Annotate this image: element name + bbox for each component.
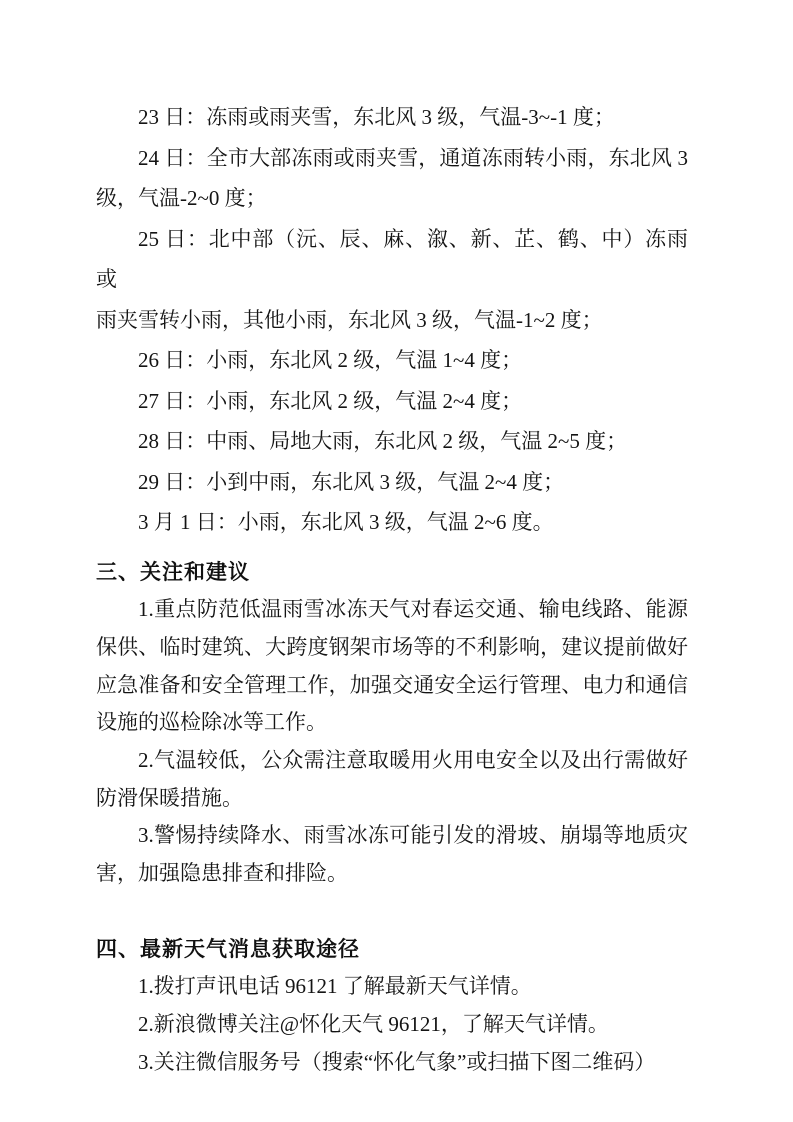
advisory-section bbox=[96, 591, 688, 893]
channels-section bbox=[96, 968, 688, 1081]
advisory-line: 3.警惕持续降水、雨雪冰冻可能引发的滑坡、崩塌等地质灾 bbox=[138, 823, 688, 848]
forecast-line: 24 日：全市大部冻雨或雨夹雪，通道冻雨转小雨，东北风 3 bbox=[138, 145, 688, 170]
advisory-line: 害，加强隐患排查和排险。 bbox=[96, 861, 348, 886]
forecast-line: 26 日：小雨，东北风 2 级，气温 1~4 度； bbox=[138, 348, 523, 372]
channel-line: 2.新浪微博关注@怀化天气 96121，了解天气详情。 bbox=[138, 1011, 609, 1036]
advisory-line: 防滑保暖措施。 bbox=[96, 785, 243, 810]
forecast-section bbox=[96, 97, 688, 543]
advisory-heading: 三、关注和建议 bbox=[96, 560, 250, 584]
forecast-line: 28 日：中雨、局地大雨，东北风 2 级，气温 2~5 度； bbox=[138, 429, 628, 453]
channel-line: 1.拨打声讯电话 96121 了解最新天气详情。 bbox=[138, 974, 532, 999]
blank-line bbox=[96, 893, 688, 931]
advisory-line: 保供、临时建筑、大跨度钢架市场等的不利影响，建议提前做好 bbox=[96, 634, 688, 659]
forecast-line: 27 日：小雨，东北风 2 级，气温 2~4 度； bbox=[138, 388, 523, 413]
forecast-line: 25 日：北中部（沅、辰、麻、溆、新、芷、鹤、中）冻雨或 bbox=[96, 226, 688, 291]
forecast-line: 3 月 1 日：小雨，东北风 3 级，气温 2~6 度。 bbox=[138, 510, 554, 534]
advisory-line: 设施的巡检除冰等工作。 bbox=[96, 710, 327, 735]
forecast-line: 雨夹雪转小雨，其他小雨，东北风 3 级，气温-1~2 度； bbox=[96, 307, 603, 332]
forecast-line: 级，气温-2~0 度； bbox=[96, 186, 267, 210]
advisory-line: 1.重点防范低温雨雪冰冻天气对春运交通、输电线路、能源 bbox=[138, 597, 688, 622]
forecast-line: 29 日：小到中雨，东北风 3 级，气温 2~4 度； bbox=[138, 469, 565, 494]
advisory-line: 2.气温较低，公众需注意取暖用火用电安全以及出行需做好 bbox=[138, 748, 688, 773]
channels-heading: 四、最新天气消息获取途径 bbox=[96, 937, 360, 961]
advisory-line: 应急准备和安全管理工作，加强交通安全运行管理、电力和通信 bbox=[96, 672, 688, 697]
channel-line: 3.关注微信服务号（搜索“怀化气象”或扫描下图二维码） bbox=[138, 1049, 656, 1074]
forecast-line: 23 日：冻雨或雨夹雪，东北风 3 级，气温-3~-1 度； bbox=[138, 105, 615, 129]
